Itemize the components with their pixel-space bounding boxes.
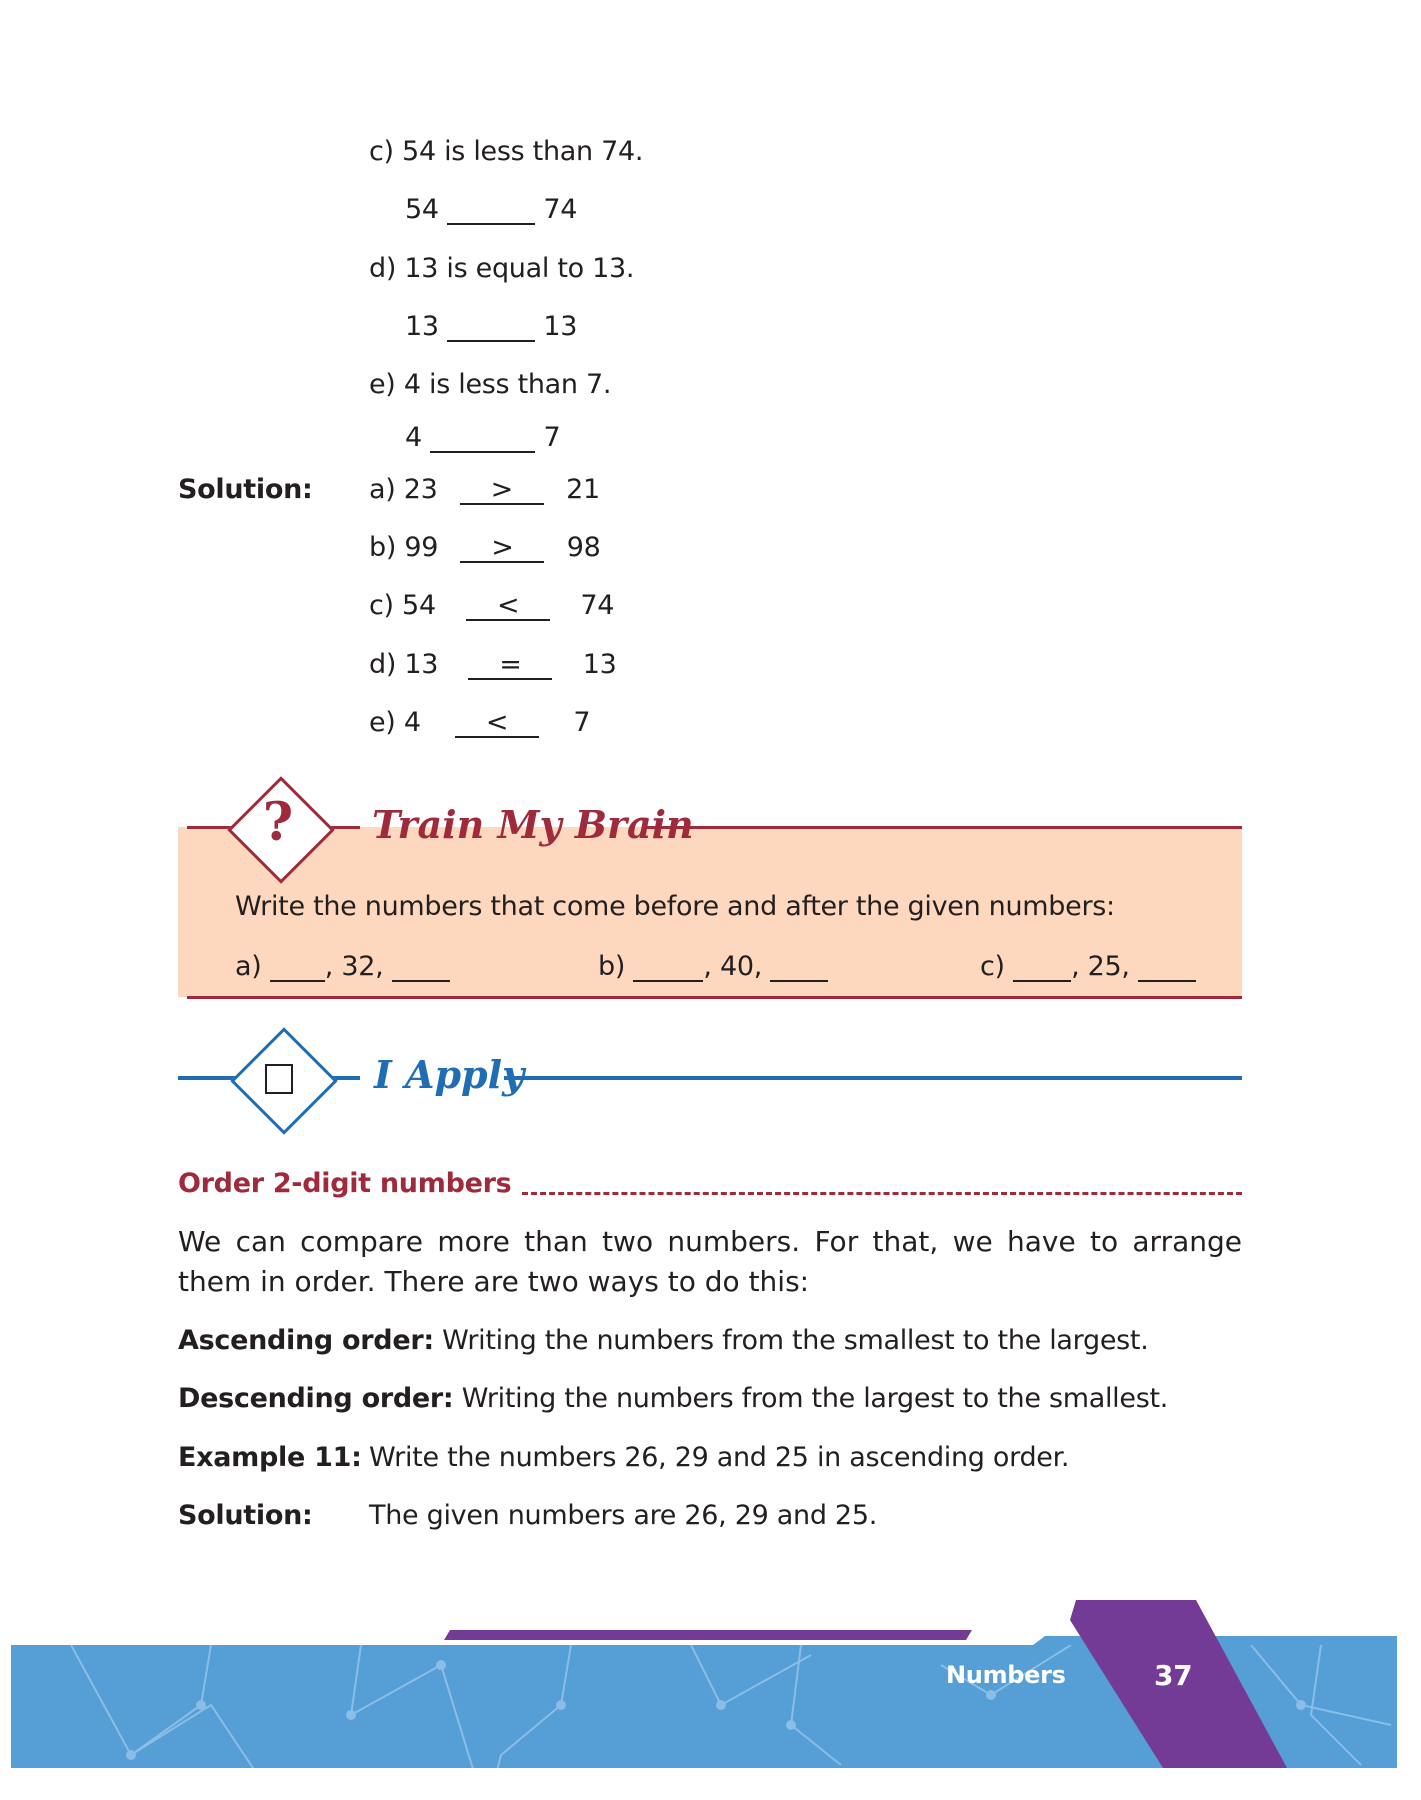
answer-prefix: e) 4 bbox=[369, 707, 421, 738]
answer-blank[interactable] bbox=[447, 196, 535, 225]
answer-prefix: c) 54 bbox=[369, 590, 436, 621]
answer-blank[interactable] bbox=[447, 313, 535, 342]
page-number: 37 bbox=[1154, 1659, 1193, 1692]
after-blank[interactable] bbox=[770, 953, 828, 982]
train-my-brain-title: Train My Brain bbox=[372, 802, 694, 847]
term: Ascending order: bbox=[178, 1325, 434, 1356]
right-number: 13 bbox=[543, 311, 578, 342]
section-heading: Order 2-digit numbers bbox=[178, 1168, 512, 1199]
answer-right: 7 bbox=[573, 707, 591, 738]
exercise-blank-row-c bbox=[405, 196, 577, 225]
descending-definition bbox=[178, 1385, 1168, 1412]
answer-symbol: = bbox=[468, 651, 552, 680]
solution-label: Solution: bbox=[178, 1500, 313, 1531]
left-number: 4 bbox=[405, 422, 422, 453]
puzzle-piece bbox=[265, 1064, 293, 1094]
answer-prefix: d) 13 bbox=[369, 649, 439, 680]
solution-answer-e bbox=[369, 709, 590, 738]
item-number: 25, bbox=[1087, 951, 1130, 982]
answer-symbol: > bbox=[460, 476, 544, 505]
page-number-tab bbox=[0, 1590, 1421, 1770]
train-instruction: Write the numbers that come before and after the given numbers: bbox=[235, 891, 1115, 922]
divider bbox=[642, 826, 1242, 829]
right-number: 74 bbox=[543, 194, 578, 225]
chapter-name: Numbers bbox=[946, 1661, 1066, 1689]
answer-right: 13 bbox=[582, 649, 617, 680]
item-label: c) bbox=[980, 951, 1005, 982]
answer-right: 74 bbox=[580, 590, 615, 621]
exercise-statement-d: d) 13 is equal to 13. bbox=[369, 253, 635, 284]
train-item-b: b) , 40, bbox=[598, 953, 828, 982]
after-blank[interactable] bbox=[1138, 953, 1196, 982]
ascending-definition bbox=[178, 1327, 1149, 1354]
item-number: 40, bbox=[719, 951, 762, 982]
after-blank[interactable] bbox=[392, 953, 450, 982]
answer-symbol: > bbox=[460, 534, 544, 563]
answer-symbol: < bbox=[455, 709, 539, 738]
solution-answer-b bbox=[369, 534, 600, 563]
train-item-c: c) , 25, bbox=[980, 953, 1196, 982]
question-glyph: ? bbox=[262, 792, 294, 853]
exercise-blank-row-e bbox=[405, 424, 560, 453]
example-label: Example 11: bbox=[178, 1442, 362, 1473]
solution-answer-c bbox=[369, 592, 614, 621]
answer-right: 98 bbox=[566, 532, 601, 563]
section-intro: We can compare more than two numbers. For that, we have to arrange them in order. There are two ways to do this: bbox=[178, 1225, 1242, 1298]
item-label: b) bbox=[598, 951, 626, 982]
exercise-blank-row-d bbox=[405, 313, 577, 342]
item-number: 32, bbox=[341, 951, 384, 982]
answer-symbol: < bbox=[466, 592, 550, 621]
i-apply-title: I Apply bbox=[374, 1052, 525, 1097]
left-number: 54 bbox=[405, 194, 439, 225]
solution-label: Solution: bbox=[178, 474, 313, 505]
item-label: a) bbox=[235, 951, 262, 982]
divider bbox=[187, 996, 1242, 999]
definition: Writing the numbers from the largest to the smallest. bbox=[461, 1383, 1169, 1414]
solution-answer-d bbox=[369, 651, 616, 680]
right-number: 7 bbox=[543, 422, 561, 453]
before-blank[interactable] bbox=[270, 953, 325, 982]
answer-blank[interactable] bbox=[430, 424, 535, 453]
exercise-statement-c: c) 54 is less than 74. bbox=[369, 136, 644, 167]
before-blank[interactable] bbox=[633, 953, 703, 982]
answer-prefix: a) 23 bbox=[369, 474, 438, 505]
example-text: Write the numbers 26, 29 and 25 in ascending order. bbox=[369, 1442, 1070, 1473]
answer-right: 21 bbox=[566, 474, 600, 505]
heading-dashed-rule bbox=[522, 1192, 1242, 1195]
term: Descending order: bbox=[178, 1383, 454, 1414]
left-number: 13 bbox=[405, 311, 439, 342]
solution-answer-a bbox=[369, 476, 600, 505]
exercise-statement-e: e) 4 is less than 7. bbox=[369, 369, 612, 400]
answer-prefix: b) 99 bbox=[369, 532, 439, 563]
definition: Writing the numbers from the smallest to the largest. bbox=[442, 1325, 1149, 1356]
train-item-a: a) , 32, bbox=[235, 953, 450, 982]
before-blank[interactable] bbox=[1013, 953, 1071, 982]
divider bbox=[504, 1076, 1242, 1080]
solution-text: The given numbers are 26, 29 and 25. bbox=[369, 1500, 877, 1531]
